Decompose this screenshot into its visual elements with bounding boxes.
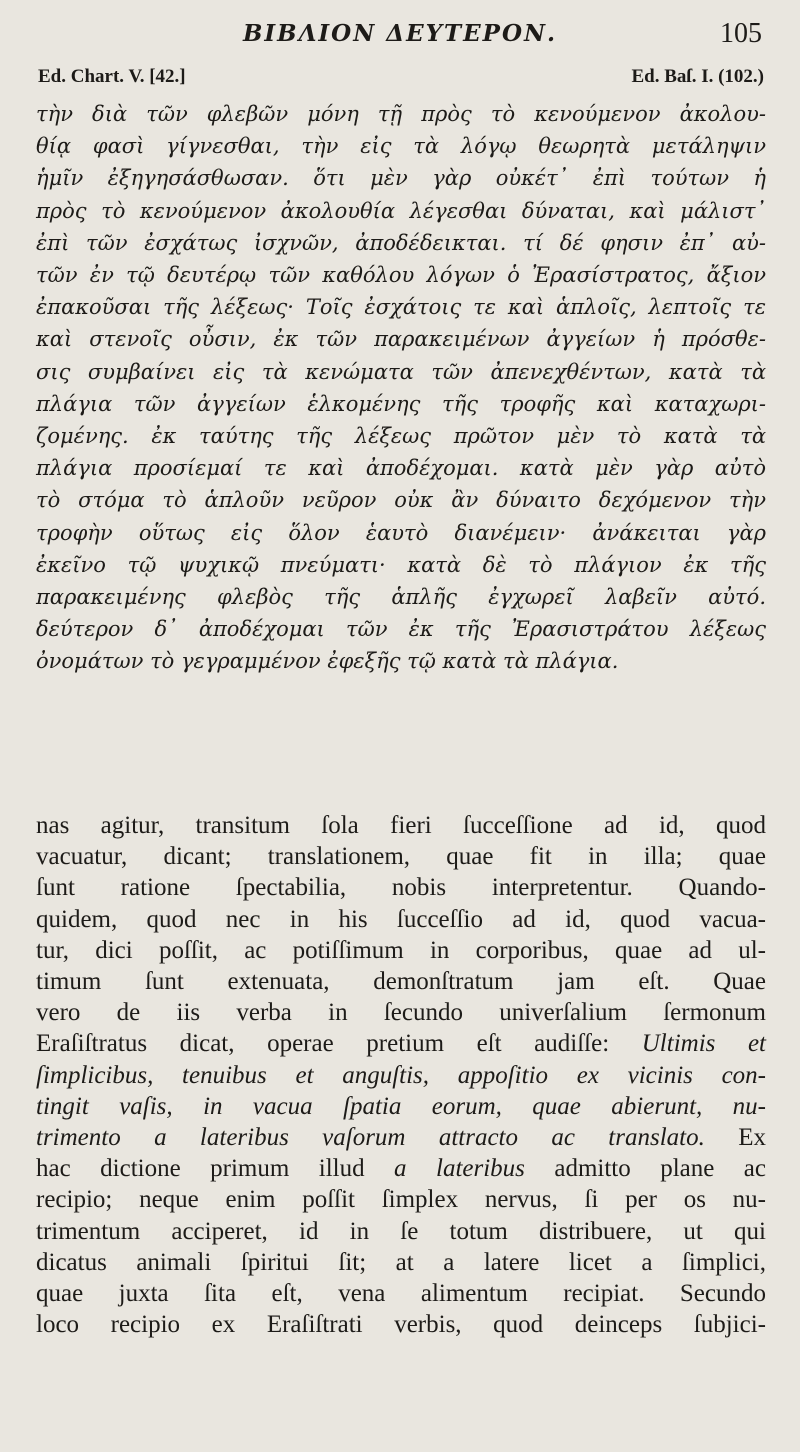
greek-text-line: θίᾳ φασὶ γίγνεσθαι, τὴν εἰς τὰ λόγῳ θεωρητὰ μετάληψιν: [36, 134, 766, 159]
greek-text-line: καὶ στενοῖς οὖσιν, ἐκ τῶν παρακειμένων ἀγγείων ἡ πρόσθε-: [36, 327, 766, 352]
text-segment: trimentum acciperet, id in ſe totum distribuere, ut qui: [36, 1217, 766, 1245]
latin-text-line: [36, 1028, 766, 1059]
text-segment: hac dictione primum illud: [36, 1155, 395, 1183]
italic-segment: trimento a lateribus vaſorum attracto ac translato.: [36, 1124, 705, 1152]
edition-reference-left: Ed. Chart. V. [42.]: [38, 66, 186, 87]
greek-text-line: ἡμῖν ἐξηγησάσθωσαν. ὅτι μὲν γὰρ οὐκέτ᾽ ἐπὶ τούτων ἡ: [36, 166, 766, 191]
greek-text-line: σις συμβαίνει εἰς τὰ κενώματα τῶν ἀπενεχθέντων, κατὰ τὰ: [36, 359, 766, 384]
greek-text-line: τροφὴν οὕτως εἰς ὅλον ἑαυτὸ διανέμειν· ἀνάκειται γὰρ: [36, 520, 766, 545]
greek-text-line: τῶν ἐν τῷ δευτέρῳ τῶν καθόλου λόγων ὁ Ἐρασίστρατος, ἄξιον: [36, 263, 766, 288]
greek-text-block: [36, 98, 766, 678]
greek-text-line: παρακειμένης φλεβὸς τῆς ἁπλῆς ἐγχωρεῖ λαβεῖν αὐτό.: [36, 585, 766, 610]
latin-text-line: [36, 1153, 766, 1184]
latin-text-line: [36, 1278, 766, 1309]
italic-segment: Ultimis et: [641, 1030, 766, 1058]
latin-text-line: [36, 1247, 766, 1278]
text-segment: loco recipio ex Eraſiſtrati verbis, quod deinceps ſubjici-: [36, 1311, 766, 1339]
edition-reference-right: Ed. Baſ. I. (102.): [631, 66, 764, 87]
text-segment: dicatus animali ſpiritui ſit; at a latere licet a ſimplici,: [36, 1248, 766, 1276]
latin-text-line: [36, 1060, 766, 1091]
latin-text-line: [36, 997, 766, 1028]
latin-text-line: [36, 935, 766, 966]
latin-text-block: [36, 810, 766, 1340]
text-segment: ſunt ratione ſpectabilia, nobis interpretentur. Quando-: [36, 874, 766, 902]
greek-text-line: πλάγια προσίεμαί τε καὶ ἀποδέχομαι. κατὰ μὲν γὰρ αὐτὸ: [36, 456, 766, 481]
text-segment: admitto plane ac: [524, 1155, 766, 1183]
page-number: 105: [720, 18, 762, 49]
latin-text-line: [36, 1122, 766, 1153]
greek-text-line: ὀνομάτων τὸ γεγραμμένον ἐφεξῆς τῷ κατὰ τὰ πλάγια.: [36, 649, 619, 674]
latin-text-line: [36, 966, 766, 997]
italic-segment: a lateribus: [394, 1155, 525, 1183]
greek-text-line: ἐπὶ τῶν ἐσχάτως ἰσχνῶν, ἀποδέδεικται. τί δέ φησιν ἐπ᾽ αὐ-: [36, 230, 766, 255]
greek-text-line: πρὸς τὸ κενούμενον ἀκολουθία λέγεσθαι δύναται, καὶ μάλιστ᾽: [36, 198, 766, 223]
greek-text-line: ἐπακοῦσαι τῆς λέξεως· Τοῖς ἐσχάτοις τε καὶ ἁπλοῖς, λεπτοῖς τε: [36, 295, 766, 320]
latin-text-line: [36, 872, 766, 903]
latin-text-line: [36, 841, 766, 872]
text-segment: nas agitur, transitum ſola fieri ſucceſſione ad id, quod: [36, 812, 766, 839]
text-segment: timum ſunt extenuata, demonſtratum jam eſt. Quae: [36, 968, 766, 996]
greek-text-line: δεύτερον δ᾽ ἀποδέχομαι τῶν ἐκ τῆς Ἐρασιστράτου λέξεως: [36, 617, 766, 642]
latin-text-line: [36, 810, 766, 841]
italic-segment: ſimplicibus, tenuibus et anguſtis, appoſitio ex vicinis con-: [36, 1061, 766, 1089]
text-segment: tur, dici poſſit, ac potiſſimum in corporibus, quae ad ul-: [36, 936, 766, 964]
italic-segment: tingit vaſis, in vacua ſpatia eorum, quae abierunt, nu-: [36, 1092, 766, 1120]
greek-text-line: ζομένης. ἐκ ταύτης τῆς λέξεως πρῶτον μὲν τὸ κατὰ τὰ: [36, 424, 766, 449]
greek-text-line: ἐκεῖνο τῷ ψυχικῷ πνεύματι· κατὰ δὲ τὸ πλάγιον ἐκ τῆς: [36, 552, 766, 577]
text-segment: vero de iis verba in ſecundo univerſalium ſermonum: [36, 999, 766, 1027]
latin-text-line: [36, 904, 766, 935]
text-segment: recipio; neque enim poſſit ſimplex nervus, ſi per os nu-: [36, 1186, 766, 1214]
text-segment: Eraſiſtratus dicat, operae pretium eſt audiſſe:: [36, 1030, 642, 1058]
text-segment: Ex: [704, 1124, 766, 1152]
greek-text-line: πλάγια τῶν ἀγγείων ἑλκομένης τῆς τροφῆς καὶ καταχωρι-: [36, 391, 766, 416]
text-segment: quidem, quod nec in his ſucceſſio ad id, quod vacua-: [36, 905, 766, 933]
latin-text-line: [36, 1091, 766, 1122]
latin-text-line: [36, 1216, 766, 1247]
text-segment: vacuatur, dicant; translationem, quae fit in illa; quae: [36, 843, 766, 871]
text-segment: quae juxta ſita eſt, vena alimentum recipiat. Secundo: [36, 1280, 766, 1308]
latin-text-line: [36, 1309, 766, 1340]
latin-text-line: [36, 1184, 766, 1215]
greek-text-line: τὴν διὰ τῶν φλεβῶν μόνη τῇ πρὸς τὸ κενούμενον ἀκολου-: [36, 102, 766, 126]
running-title: ΒΙΒΛΙΟΝ ΔΕΥΤΕΡΟΝ.: [242, 20, 558, 47]
greek-text-line: τὸ στόμα τὸ ἁπλοῦν νεῦρον οὐκ ἂν δύναιτο δεχόμενον τὴν: [36, 488, 766, 513]
